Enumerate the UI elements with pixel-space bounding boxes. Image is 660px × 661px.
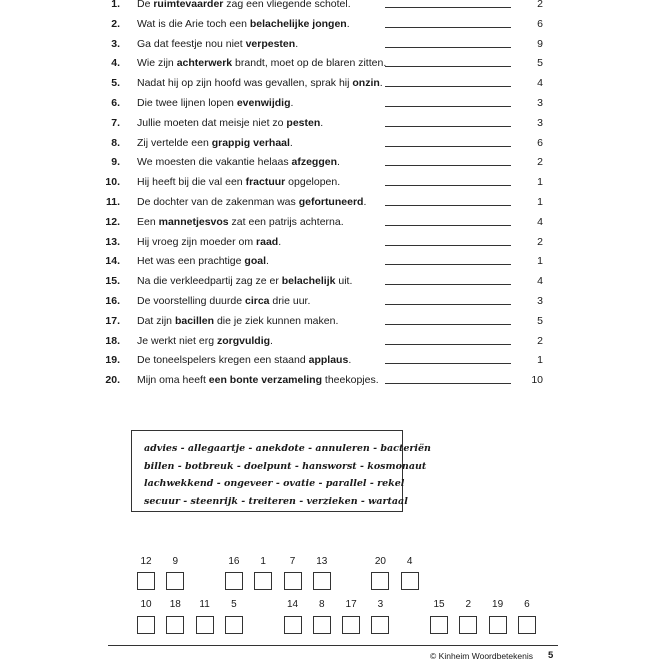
target-word: fractuur (245, 176, 286, 189)
target-word: circa (244, 295, 270, 307)
grid-number: 3 (377, 599, 384, 610)
sentence-text: Wat is die Arie toch een (137, 17, 250, 30)
exercise-number: 15. (105, 275, 120, 288)
answer-line[interactable] (385, 106, 511, 107)
exercise-number: 4. (111, 57, 120, 70)
exercise-sentence (137, 0, 351, 13)
letter-box[interactable] (342, 616, 360, 634)
exercise-sentence (137, 252, 269, 270)
exercise-sentence (137, 173, 340, 191)
exercise-row (0, 213, 660, 231)
letter-box[interactable] (489, 616, 507, 634)
grid-number: 6 (524, 599, 530, 610)
sentence-text: drie uur. (269, 295, 311, 307)
answer-line[interactable] (385, 383, 511, 384)
sentence-text: De (137, 0, 154, 10)
sentence-text: Ga dat feestje nou niet (137, 37, 246, 50)
answer-line[interactable] (385, 126, 511, 127)
answer-line[interactable] (385, 264, 511, 265)
target-word: pesten (286, 116, 321, 129)
answer-line[interactable] (385, 225, 511, 226)
sentence-text: die je ziek kunnen maken. (214, 314, 339, 327)
answer-line[interactable] (385, 66, 511, 67)
sentence-text: . (348, 354, 352, 367)
letter-box[interactable] (225, 572, 243, 590)
sentence-text: Dat zijn (137, 314, 175, 327)
letter-position: 3 (537, 97, 543, 109)
grid-number: 20 (374, 556, 386, 567)
exercise-sentence (137, 233, 281, 251)
sentence-text: uit. (335, 275, 353, 288)
exercise-number: 8. (111, 136, 120, 149)
sentence-text: Na die verkleedpartij zag ze er (137, 275, 282, 288)
letter-position: 3 (537, 295, 543, 307)
exercise-sentence (137, 94, 293, 112)
exercise-sentence (137, 134, 293, 152)
answer-line[interactable] (385, 86, 511, 87)
exercise-row (0, 35, 660, 53)
letter-box[interactable] (284, 572, 302, 590)
target-word: achterwerk (176, 57, 233, 70)
answer-line[interactable] (385, 205, 511, 206)
exercise-number: 2. (111, 17, 120, 30)
letter-position: 2 (537, 156, 543, 169)
sentence-text: . (266, 255, 269, 268)
sentence-text: zat een patrijs achterna. (228, 215, 344, 228)
exercise-row (0, 292, 660, 310)
answer-line[interactable] (385, 146, 511, 147)
exercise-sentence (137, 292, 310, 310)
exercise-sentence (137, 371, 379, 389)
target-word: evenwijdig (236, 97, 291, 109)
exercise-sentence (137, 193, 366, 211)
letter-position: 5 (537, 314, 543, 327)
grid-number: 16 (228, 556, 240, 567)
word-box-line: lachwekkend - ongeveer - ovatie - parallel - rekel (144, 478, 405, 489)
letter-box[interactable] (137, 572, 155, 590)
answer-line[interactable] (385, 165, 511, 166)
exercise-number: 5. (111, 77, 120, 90)
word-box-line: secuur - steenrijk - treiteren - verzieken - wartaal (144, 495, 408, 507)
letter-box[interactable] (401, 572, 419, 590)
sentence-text: . (278, 235, 282, 248)
grid-number: 15 (433, 599, 445, 610)
exercise-number: 9. (111, 156, 120, 169)
grid-number: 10 (140, 599, 152, 610)
sentence-text: Nadat hij op zijn hoofd was gevallen, sprak hij (137, 77, 353, 90)
target-word: applaus (308, 354, 349, 367)
letter-position: 1 (537, 255, 543, 268)
sentence-text: . (270, 334, 273, 347)
sentence-text: . (320, 116, 324, 129)
letter-position: 9 (537, 37, 543, 50)
footer-divider (108, 645, 558, 646)
letter-box[interactable] (196, 616, 214, 634)
exercise-row (0, 0, 660, 13)
letter-position: 4 (537, 77, 543, 90)
target-word: grappig verhaal (211, 136, 290, 149)
exercise-number: 3. (111, 37, 120, 50)
grid-number: 1 (260, 556, 266, 567)
letter-box[interactable] (313, 572, 331, 590)
letter-box[interactable] (137, 616, 155, 634)
sentence-text: Zij vertelde een (137, 136, 212, 149)
exercise-row (0, 114, 660, 132)
exercise-sentence (137, 114, 323, 132)
letter-box[interactable] (166, 616, 184, 634)
letter-position: 2 (537, 235, 543, 248)
exercise-row (0, 233, 660, 251)
answer-line[interactable] (385, 284, 511, 285)
exercise-number: 1. (111, 0, 120, 10)
word-box (131, 430, 431, 512)
exercise-row (0, 15, 660, 33)
exercise-sentence (137, 54, 386, 72)
grid-number: 19 (492, 599, 504, 610)
sentence-text: . (295, 37, 299, 50)
sentence-text: Jullie moeten dat meisje niet zo (137, 116, 287, 129)
sentence-text: Die twee lijnen lopen (137, 97, 237, 109)
exercise-row (0, 74, 660, 92)
exercise-row (0, 134, 660, 152)
exercise-number: 11. (105, 196, 120, 208)
exercise-row (0, 371, 660, 389)
word-box-line: advies - allegaartje - anekdote - annuleren - bacteriën (144, 443, 431, 454)
exercise-row (0, 193, 660, 211)
exercise-row (0, 173, 660, 191)
exercise-number: 6. (111, 97, 120, 109)
target-word: gefortuneerd (298, 196, 364, 208)
page-number: 5 (548, 650, 554, 661)
grid-number: 7 (289, 556, 296, 567)
exercise-sentence (137, 351, 351, 369)
sentence-text: . (363, 196, 367, 208)
grid-number: 12 (140, 556, 152, 567)
letter-box[interactable] (284, 616, 302, 634)
letter-position: 10 (531, 374, 543, 387)
answer-line[interactable] (385, 7, 511, 8)
sentence-text: Hij vroeg zijn moeder om (137, 235, 257, 248)
answer-line[interactable] (385, 47, 511, 48)
target-word: ruimtevaarder (153, 0, 224, 10)
letter-position: 1 (537, 354, 543, 367)
sentence-text: . (290, 97, 294, 109)
grid-number: 14 (286, 599, 299, 610)
letter-box[interactable] (430, 616, 448, 634)
letter-box[interactable] (371, 572, 389, 590)
grid-number: 9 (172, 556, 179, 567)
exercise-sentence (137, 312, 338, 330)
grid-number: 5 (231, 599, 237, 610)
grid-number: 11 (199, 599, 210, 610)
target-word: raad (256, 235, 279, 248)
sentence-text: Je werkt niet erg (137, 334, 217, 347)
exercise-row (0, 153, 660, 171)
letter-box[interactable] (371, 616, 389, 634)
exercise-sentence (137, 74, 383, 92)
exercise-sentence (137, 153, 340, 171)
letter-position: 2 (537, 0, 543, 10)
answer-line[interactable] (385, 304, 511, 305)
target-word: belachelijke jongen (249, 17, 347, 30)
target-word: goal (244, 255, 266, 268)
letter-box[interactable] (166, 572, 184, 590)
answer-line[interactable] (385, 185, 511, 186)
sentence-text: Mijn oma heeft (137, 374, 209, 387)
exercise-number: 12. (105, 215, 120, 228)
letter-position: 2 (537, 334, 543, 347)
exercise-number: 13. (105, 235, 120, 248)
letter-position: 5 (537, 57, 543, 70)
exercise-sentence (137, 35, 298, 53)
answer-line[interactable] (385, 363, 511, 364)
target-word: zorgvuldig (216, 334, 271, 347)
exercise-number: 18. (105, 334, 120, 347)
answer-line[interactable] (385, 324, 511, 325)
sentence-text: brandt, moet op de blaren zitten. (232, 57, 387, 70)
sentence-text: . (289, 136, 293, 149)
letter-box[interactable] (459, 616, 477, 634)
target-word: belachelijk (281, 275, 336, 288)
exercise-row (0, 272, 660, 290)
sentence-text: Wie zijn (137, 57, 177, 70)
sentence-text: Het was een prachtige (137, 255, 245, 268)
exercise-sentence (137, 213, 344, 231)
sentence-text: We moesten die vakantie helaas (137, 156, 292, 169)
exercise-row (0, 94, 660, 112)
exercise-number: 16. (105, 295, 120, 307)
sentence-text: De dochter van de zakenman was (137, 196, 299, 208)
sentence-text: Hij heeft bij die val een (137, 176, 246, 189)
copyright-text: © Kinheim Woordbetekenis (430, 651, 533, 661)
exercise-number: 17. (105, 314, 120, 327)
grid-number: 13 (316, 556, 328, 567)
target-word: mannetjesvos (158, 215, 229, 228)
letter-position: 3 (537, 116, 543, 129)
exercise-number: 14. (105, 255, 120, 268)
exercise-row (0, 351, 660, 369)
target-word: onzin (352, 77, 380, 90)
exercise-sentence (137, 272, 352, 290)
exercise-number: 10. (105, 176, 120, 189)
letter-position: 6 (537, 17, 543, 30)
grid-number: 8 (319, 599, 325, 610)
target-word: een bonte verzameling (208, 374, 322, 387)
letter-box[interactable] (225, 616, 243, 634)
exercise-row (0, 54, 660, 72)
grid-number: 4 (406, 556, 413, 567)
letter-position: 4 (537, 275, 543, 288)
sentence-text: zag een vliegende schotel. (223, 0, 351, 10)
letter-box[interactable] (518, 616, 536, 634)
sentence-text: theekopjes. (322, 374, 379, 387)
sentence-text: . (337, 156, 340, 169)
sentence-text: . (346, 17, 350, 30)
letter-position: 1 (537, 196, 543, 208)
target-word: verpesten (245, 37, 296, 50)
letter-position: 6 (537, 136, 543, 149)
answer-line[interactable] (385, 27, 511, 28)
exercise-row (0, 252, 660, 270)
grid-number: 2 (465, 599, 472, 610)
answer-line[interactable] (385, 344, 511, 345)
exercise-sentence (137, 332, 273, 350)
letter-box[interactable] (313, 616, 331, 634)
target-word: bacillen (174, 314, 215, 327)
exercise-number: 20. (105, 374, 120, 387)
exercise-row (0, 332, 660, 350)
answer-line[interactable] (385, 245, 511, 246)
exercise-sentence (137, 15, 350, 33)
letter-position: 4 (537, 215, 543, 228)
target-word: afzeggen (291, 156, 337, 169)
word-box-line: billen - botbreuk - doelpunt - hansworst - kosmonaut (144, 460, 427, 472)
exercise-number: 7. (111, 116, 120, 129)
sentence-text: De voorstelling duurde (137, 295, 245, 307)
sentence-text: opgelopen. (285, 176, 341, 189)
sentence-text: Een (137, 215, 159, 228)
sentence-text: De toneelspelers kregen een staand (137, 354, 309, 367)
letter-position: 1 (537, 176, 543, 189)
exercise-row (0, 312, 660, 330)
sentence-text: . (379, 77, 383, 90)
grid-number: 17 (345, 599, 357, 610)
grid-number: 18 (169, 599, 181, 610)
exercise-number: 19. (105, 354, 120, 367)
letter-box[interactable] (254, 572, 272, 590)
